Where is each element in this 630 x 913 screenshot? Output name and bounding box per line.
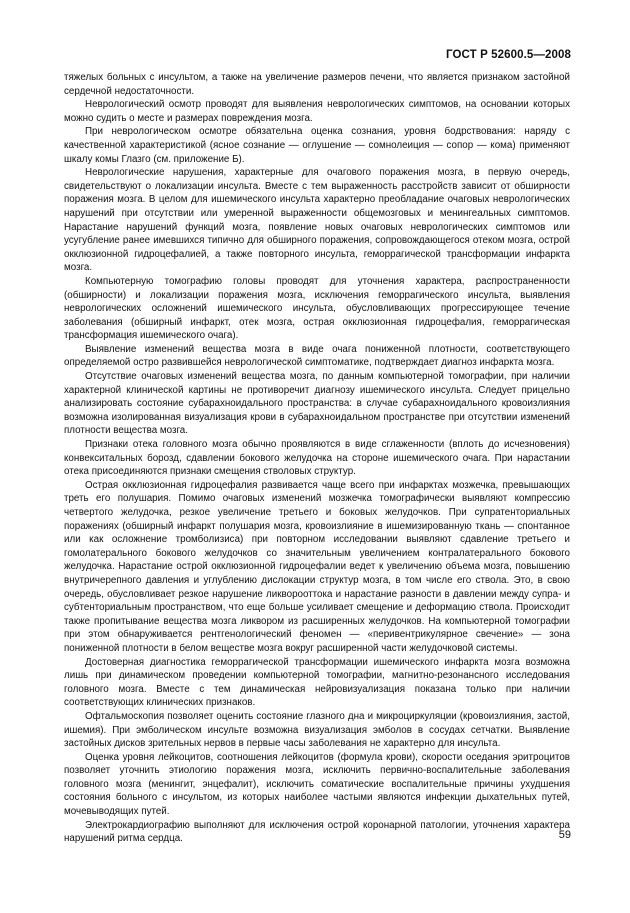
standard-code-header: ГОСТ Р 52600.5—2008 xyxy=(446,49,571,61)
page-number: 59 xyxy=(558,829,571,841)
paragraph-leukocytes: Оценка уровня лейкоцитов, соотношения лейкоцитов (формула крови), скорости оседания эритроцитов позволяет уточнить этиологию поражения мозга, исключить первично-воспалительные заболевания головного мозга (менингит, энцефалит), исключить соматические воспалительные причины ухудшения состояния больного с инсультом, из которых наиболее частыми являются инфекции дыхательных путей, мочевыводящих путей. xyxy=(64,751,570,818)
document-body xyxy=(64,71,570,846)
paragraph-electrocardiography: Электрокардиографию выполняют для исключения острой коронарной патологии, уточнения характера нарушений ритма сердца. xyxy=(64,819,570,845)
paragraph-neurological-disorders: Неврологические нарушения, характерные для очагового поражения мозга, в первую очередь, свидетельствуют о локализации инсульта. Вместе с тем выраженность расстройств зависит от обширности поражения мозга. В целом для ишемического инсульта характерно преобладание очаговых неврологических нарушений при отсутствии или умеренной выраженности общемозговых и менингеальных симптомов. Нарастание нарушений функций мозга, появление новых очаговых неврологических симптомов или усугубление ранее имевшихся типично для обширного поражения, сопровождающегося отеком мозга, острой окклюзионной гидроцефалией, а также повторного инсульта, геморрагической трансформации инфаркта мозга. xyxy=(64,167,570,274)
paragraph-ophthalmoscopy: Офтальмоскопия позволяет оценить состояние глазного дна и микроциркуляции (кровоизлияния, застой, ишемия). При эмболическом инсульте возможна визуализация эмболов в сосудах сетчатки. Выявление застойных дисков зрительных нервов в первые часы заболевания не характерно для инсульта. xyxy=(64,710,570,750)
paragraph-continuation: тяжелых больных с инсультом, а также на увеличение размеров печени, что является признаком застойной сердечной недостаточности. xyxy=(64,72,570,97)
paragraph-neurological-exam: Неврологический осмотр проводят для выявления неврологических симптомов, на основании которых можно судить о месте и размерах повреждения мозга. xyxy=(64,99,570,124)
paragraph-no-focal-changes: Отсутствие очаговых изменений вещества мозга, по данным компьютерной томографии, при наличии характерной клинической картины не противоречит диагнозу ишемического инсульта. Следует прицельно анализировать состояние субарахноидального пространства: в случае субарахноидального кровоизлияния возможна изолированная визуализация крови в субарахноидальном пространстве при отсутствии изменений плотности вещества мозга. xyxy=(64,371,570,437)
paragraph-hydrocephalus: Острая окклюзионная гидроцефалия развивается чаще всего при инфарктах мозжечка, превышающих треть его полушария. Помимо очаговых изменений мозжечка томографически выявляют компрессию четвертого желудочка, резкое увеличение третьего и боковых желудочков. При супратенториальных поражениях (обширный инфаркт полушария мозга, кровоизлияние в ишемизированную ткань — спонтанное или как осложнение тромболизиса) при повторном исследовании выявляют сдавление третьего и гомолатерального бокового желудочков со значительным увеличением контралатерального бокового желудочка. Нарастание острой окклюзионной гидроцефалии ведет к увеличению объема мозга, повышению внутричерепного давления и углублению дислокации структур мозга, в том числе его ствола. Это, в свою очередь, обусловливает резкое нарушение ликворооттока и нарастание разности в давлении между супра- и субтенториальным пространством, что еще больше усиливает смещение и деформацию ствола. Происходит также пропитывание вещества мозга ликвором из расширенных желудочков. На компьютерной томографии при этом обнаруживается рентгенологический феномен — «перивентрикулярное свечение» — зона пониженной плотности в белом веществе мозга вокруг расширенной части желудочковой системы. xyxy=(64,479,570,654)
paragraph-brain-edema: Признаки отека головного мозга обычно проявляются в виде сглаженности (вплоть до исчезновения) конвекситальных борозд, сдавлении бокового желудочка на стороне ишемического очага. При нарастании отека присоединяются признаки смещения стволовых структур. xyxy=(64,439,570,478)
paragraph-computed-tomography: Компьютерную томографию головы проводят для уточнения характера, распространенности (обширности) и локализации поражения мозга, исключения геморрагического инсульта, выявления неврологических осложнений ишемического инсульта, обусловливающих прогрессирующее течение заболевания (обширный инфаркт, отек мозга, острая окклюзионная гидроцефалия, геморрагическая трансформация ишемического очага). xyxy=(64,275,570,342)
paragraph-hemorrhagic-transformation: Достоверная диагностика геморрагической трансформации ишемического инфаркта мозга возможна лишь при динамическом проведении компьютерной томографии, магнитно-резонансного исследования головного мозга. Вместе с тем динамическая нейровизуализация показана только при наличии соответствующих клинических признаков. xyxy=(64,656,570,709)
paragraph-consciousness-assessment: При неврологическом осмотре обязательна оценка сознания, уровня бодрствования: наряду с качественной характеристикой (ясное сознание — оглушение — сомнолеиция — сопор — кома) применяют шкалу комы Глазго (см. приложение Б). xyxy=(64,126,570,165)
paragraph-reduced-density: Выявление изменений вещества мозга в виде очага пониженной плотности, соответствующего определяемой остро развившейся неврологической симптоматике, подтверждает диагноз инфаркта мозга. xyxy=(64,343,570,369)
